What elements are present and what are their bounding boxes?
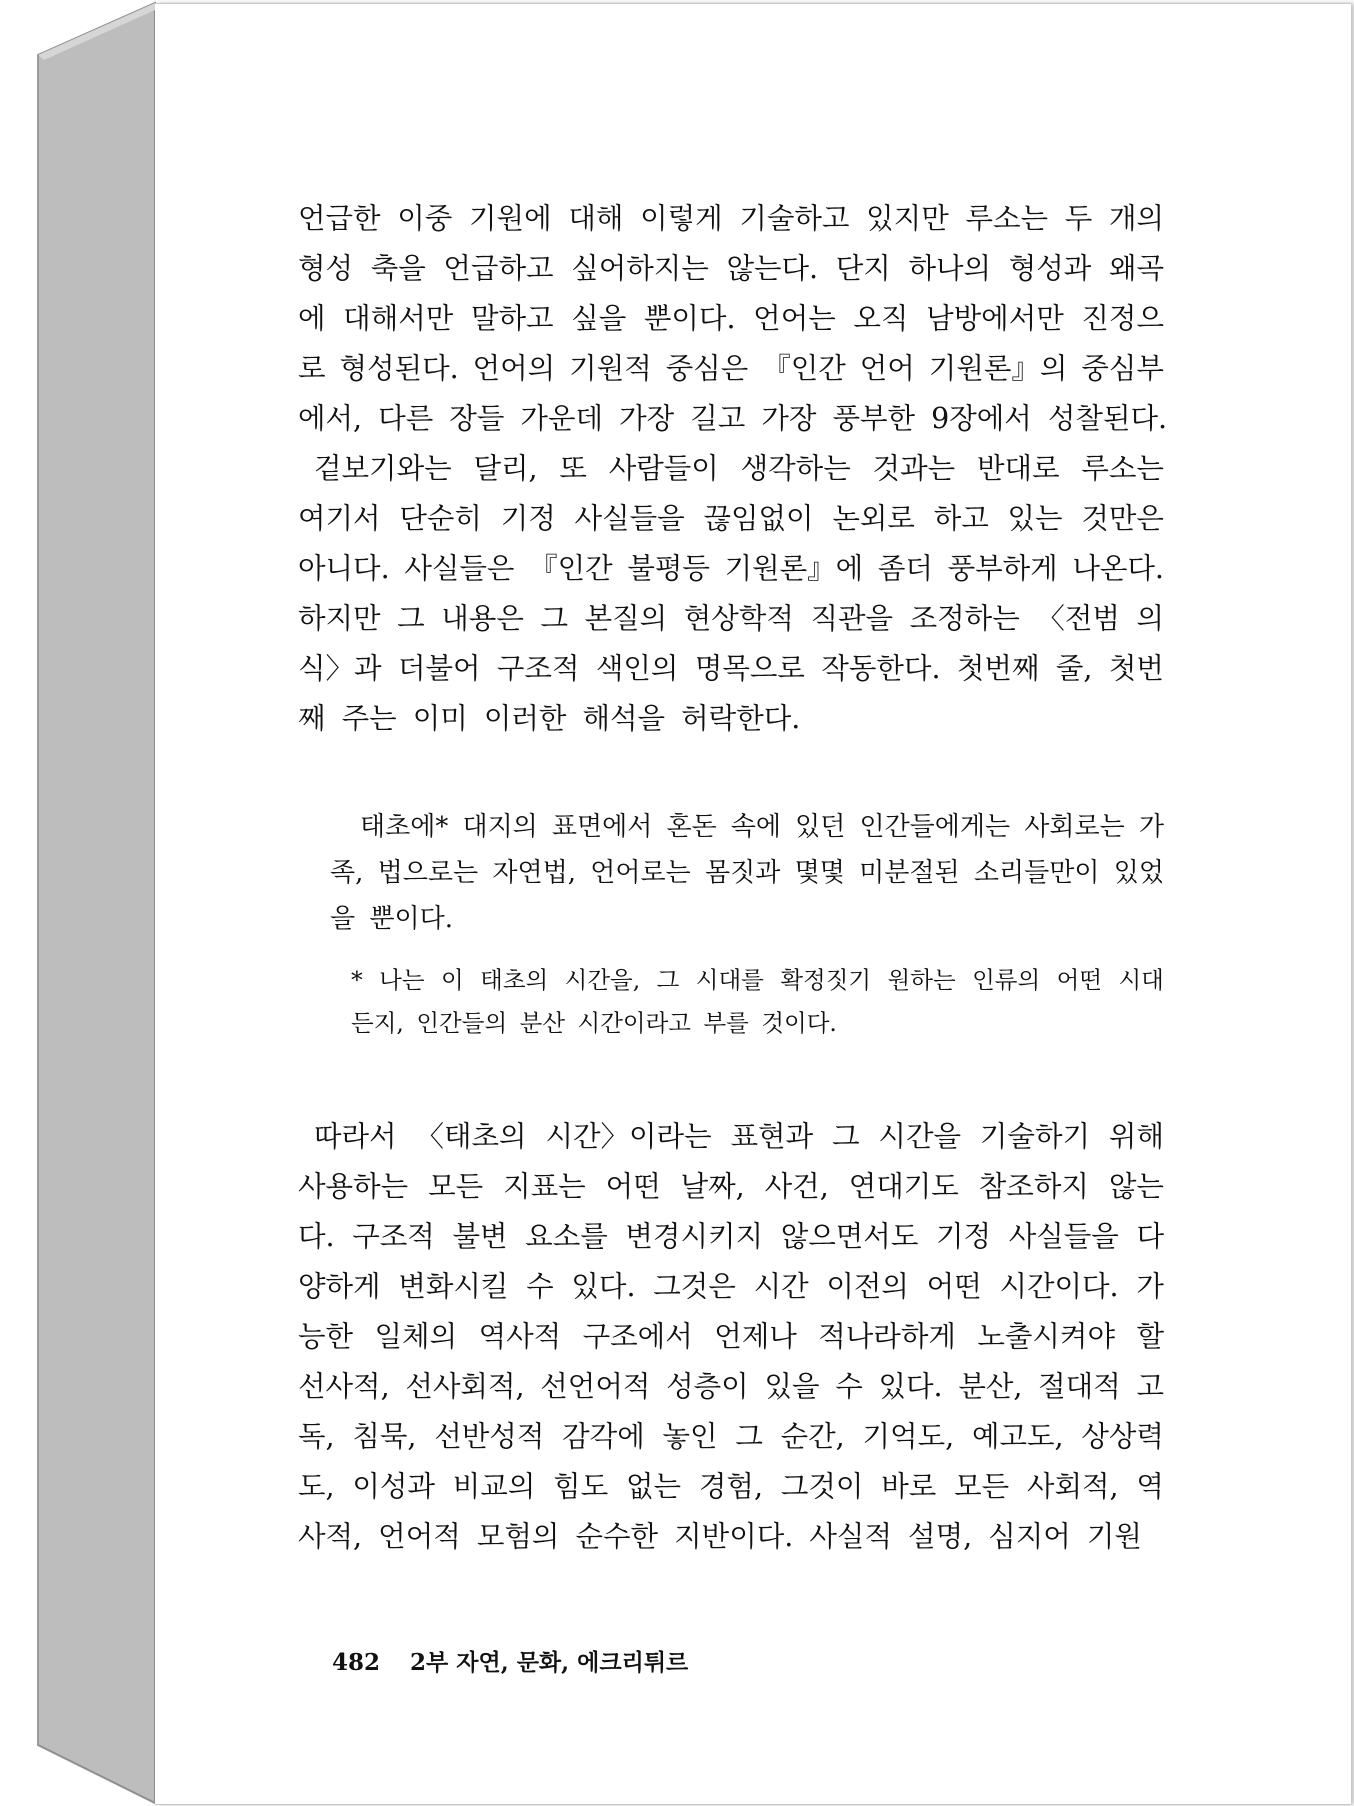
footnote — [351, 959, 1164, 1045]
text-line: 을 뿐이다. — [330, 904, 453, 934]
text-line: 째 주는 이미 이러한 해석을 허락한다. — [298, 702, 801, 735]
text-line: 선사적, 선사회적, 선언어적 성층이 있을 수 있다. 분산, 절대적 고 — [298, 1370, 1164, 1403]
text-line: 식〉과 더불어 구조적 색인의 명목으로 작동한다. 첫번째 줄, 첫번 — [298, 652, 1164, 685]
paragraph-1 — [298, 194, 1168, 444]
text-line: 사용하는 모든 지표는 어떤 날짜, 사건, 연대기도 참조하지 않는 — [298, 1170, 1164, 1203]
page-footer — [332, 1644, 688, 1677]
text-line: 하지만 그 내용은 그 본질의 현상학적 직관을 조정하는 〈전범 의 — [298, 602, 1164, 635]
text-line: 능한 일체의 역사적 구조에서 언제나 적나라하게 노출시켜야 할 — [298, 1320, 1164, 1353]
text-line: 태초에* 대지의 표면에서 혼돈 속에 있던 인간들에게는 사회로는 가 — [360, 812, 1164, 842]
paragraph-3 — [298, 1112, 1164, 1562]
text-line: 에서, 다른 장들 가운데 가장 길고 가장 풍부한 9장에서 성찰된다. — [298, 402, 1168, 435]
text-line: 에 대해서만 말하고 싶을 뿐이다. 언어는 오직 남방에서만 진정으 — [298, 302, 1164, 335]
text-line: 언급한 이중 기원에 대해 이렇게 기술하고 있지만 루소는 두 개의 — [298, 202, 1164, 235]
text-line: 여기서 단순히 기정 사실들을 끊임없이 논외로 하고 있는 것만은 — [298, 502, 1164, 535]
text-line: 양하게 변화시킬 수 있다. 그것은 시간 이전의 어떤 시간이다. 가 — [298, 1270, 1164, 1303]
text-line: 독, 침묵, 선반성적 감각에 놓인 그 순간, 기억도, 예고도, 상상력 — [298, 1420, 1164, 1453]
text-line: 형성 축을 언급하고 싶어하지는 않는다. 단지 하나의 형성과 왜곡 — [298, 252, 1164, 285]
paragraph-2 — [298, 444, 1164, 744]
running-section-title: 2부 자연, 문화, 에크리튀르 — [410, 1649, 689, 1676]
text-line: 든지, 인간들의 분산 시간이라고 부를 것이다. — [351, 1009, 837, 1037]
text-line: 따라서 〈태초의 시간〉이라는 표현과 그 시간을 기술하기 위해 — [314, 1120, 1164, 1153]
text-line: 로 형성된다. 언어의 기원적 중심은 『인간 언어 기원론』의 중심부 — [298, 352, 1164, 385]
text-line: 족, 법으로는 자연법, 언어로는 몸짓과 몇몇 미분절된 소리들만이 있었 — [330, 858, 1164, 888]
text-line: 아니다. 사실들은 『인간 불평등 기원론』에 좀더 풍부하게 나온다. — [298, 552, 1164, 585]
text-line: 사적, 언어적 모험의 순수한 지반이다. 사실적 설명, 심지어 기원 — [298, 1520, 1142, 1553]
text-line: * 나는 이 태초의 시간을, 그 시대를 확정짓기 원하는 인류의 어떤 시대 — [351, 966, 1164, 994]
text-line: 도, 이성과 비교의 힘도 없는 경험, 그것이 바로 모든 사회적, 역 — [298, 1470, 1164, 1503]
block-quote — [330, 804, 1164, 942]
text-line: 겉보기와는 달리, 또 사람들이 생각하는 것과는 반대로 루소는 — [314, 452, 1164, 485]
text-line: 다. 구조적 불변 요소를 변경시키지 않으면서도 기정 사실들을 다 — [298, 1220, 1164, 1253]
page-number: 482 — [332, 1649, 381, 1676]
book-page — [155, 3, 1351, 1805]
